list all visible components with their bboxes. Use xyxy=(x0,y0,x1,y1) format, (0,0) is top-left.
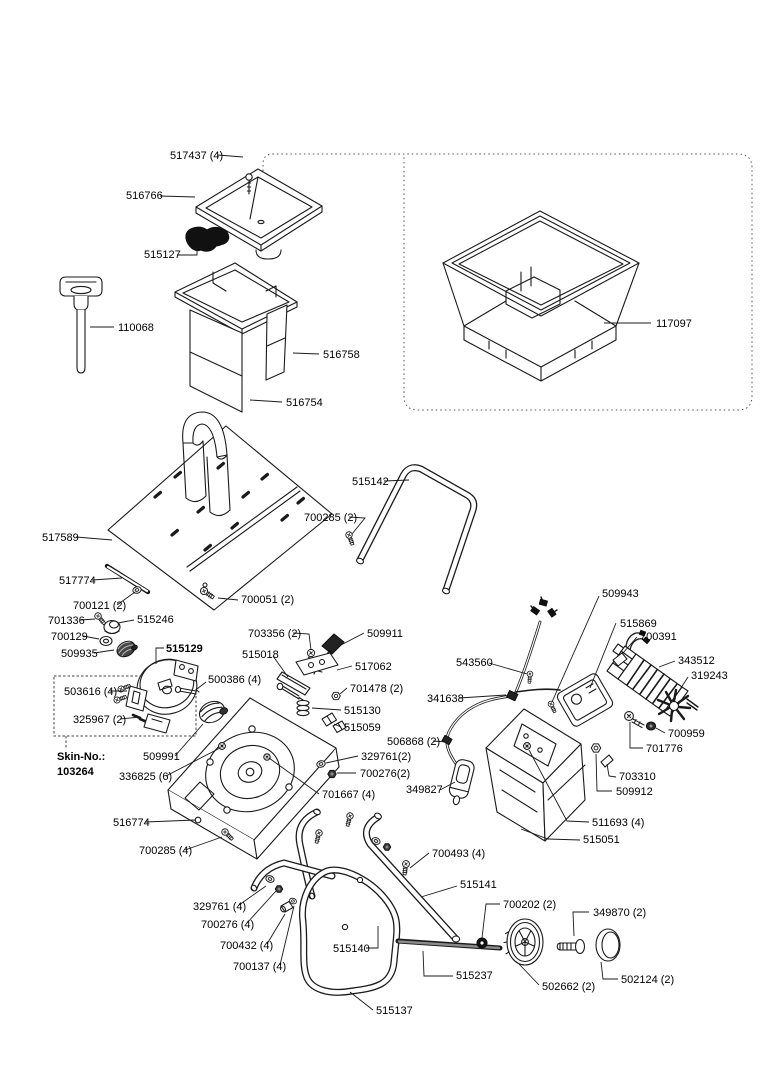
screw-icon xyxy=(401,860,410,875)
screw-icon xyxy=(313,829,323,844)
part-rubber-flap-515127-drawing xyxy=(186,227,229,251)
part-label-319243: 319243 xyxy=(691,670,728,682)
part-armature-343512-drawing xyxy=(607,630,698,721)
part-label-110068: 110068 xyxy=(118,322,154,334)
part-plug-349827-drawing xyxy=(446,758,475,807)
washer-icon xyxy=(265,875,275,884)
part-label-509935: 509935 xyxy=(61,648,98,660)
screw-icon xyxy=(345,531,356,546)
part-label-701667: 701667 (4) xyxy=(322,789,376,801)
part-label-509943: 509943 xyxy=(602,588,639,600)
part-wheel-502662-drawing xyxy=(477,919,620,965)
part-label-517437: 517437 (4) xyxy=(170,150,224,162)
part-housing-drawing xyxy=(168,698,339,859)
part-label-515018: 515018 xyxy=(242,649,279,661)
part-label-703356: 703356 (2) xyxy=(248,628,302,640)
part-label-700432: 700432 (4) xyxy=(220,940,274,952)
part-label-515129: 515129 xyxy=(166,643,203,655)
part-label-700391: 700391 xyxy=(640,631,677,643)
part-label-515137: 515137 xyxy=(376,1005,413,1017)
part-label-515142: 515142 xyxy=(352,476,389,488)
part-label-349870: 349870 (2) xyxy=(593,907,647,919)
skin-no-value: 103264 xyxy=(57,766,94,778)
part-pusher-110068-drawing xyxy=(60,277,102,373)
part-label-703310: 703310 xyxy=(619,771,656,783)
part-label-700276-2: 700276(2) xyxy=(360,768,411,780)
skin-no-label: Skin-No.: xyxy=(57,751,106,763)
part-label-341638: 341638 xyxy=(427,693,464,705)
part-label-700959: 700959 xyxy=(668,728,705,740)
part-nut-700276-drawing xyxy=(328,770,336,777)
part-coupler-515059-drawing xyxy=(322,713,346,733)
part-label-700285-2: 700285 (2) xyxy=(304,512,358,524)
part-frame-tubes-drawing xyxy=(250,809,500,993)
part-label-700137: 700137 (4) xyxy=(233,961,287,973)
part-label-515059: 515059 xyxy=(344,722,381,734)
part-label-700121: 700121 (2) xyxy=(73,600,127,612)
part-label-117097: 117097 xyxy=(656,318,692,330)
part-label-343512: 343512 xyxy=(678,655,715,667)
part-label-506868: 506868 (2) xyxy=(387,736,441,748)
part-label-509911: 509911 xyxy=(367,628,403,640)
part-label-516758: 516758 xyxy=(323,349,360,361)
screw-icon xyxy=(547,700,557,713)
part-label-700051: 700051 (2) xyxy=(241,594,295,606)
part-hubcap-502124-drawing xyxy=(596,929,620,961)
part-label-329761-4: 329761 (4) xyxy=(193,901,247,913)
part-chute-516754-516758-drawing xyxy=(175,263,297,412)
part-chassis-plate-517589-drawing xyxy=(108,412,332,610)
part-label-516754: 516754 xyxy=(286,397,323,409)
part-label-515869: 515869 xyxy=(620,618,657,630)
part-label-700276-4: 700276 (4) xyxy=(201,919,255,931)
part-label-515140: 515140 xyxy=(333,943,370,955)
part-label-700285-4: 700285 (4) xyxy=(139,845,193,857)
part-label-700493: 700493 (4) xyxy=(432,848,486,860)
part-knob-509991-drawing xyxy=(196,697,230,727)
part-cutting-disc-515129-drawing xyxy=(113,653,203,733)
part-label-503616: 503616 (4) xyxy=(64,686,118,698)
part-label-543560: 543560 xyxy=(456,657,493,669)
nut-icon xyxy=(591,744,600,752)
nut-icon xyxy=(332,692,341,699)
part-label-700202: 700202 (2) xyxy=(503,899,557,911)
part-label-515246: 515246 xyxy=(137,614,174,626)
nut-icon xyxy=(275,886,283,892)
part-label-511693: 511693 (4) xyxy=(592,817,645,829)
part-label-502124: 502124 (2) xyxy=(621,974,675,986)
part-label-349827: 349827 xyxy=(406,784,443,796)
part-label-701478: 701478 (2) xyxy=(350,683,404,695)
part-label-517774: 517774 xyxy=(59,575,96,587)
part-label-515141: 515141 xyxy=(460,879,497,891)
part-label-509991: 509991 xyxy=(143,751,180,763)
part-label-515130: 515130 xyxy=(344,705,381,717)
screw-icon xyxy=(344,812,354,827)
part-switch-515869-drawing xyxy=(547,672,614,728)
part-label-515237: 515237 xyxy=(456,970,493,982)
part-label-700129: 700129 xyxy=(51,631,88,643)
part-label-329761-2: 329761(2) xyxy=(361,751,412,763)
part-labels xyxy=(42,150,728,1017)
part-label-701776: 701776 xyxy=(646,743,683,755)
part-label-516774: 516774 xyxy=(113,817,150,829)
part-label-500386: 500386 (4) xyxy=(208,674,262,686)
nut-icon xyxy=(383,844,391,850)
part-label-516766: 516766 xyxy=(126,190,163,202)
part-label-336825: 336825 (6) xyxy=(119,771,173,783)
part-spring-515130-drawing xyxy=(297,700,309,715)
part-label-517062: 517062 xyxy=(355,661,392,673)
part-label-515051: 515051 xyxy=(583,834,620,846)
part-label-502662: 502662 (2) xyxy=(542,981,596,993)
part-hopper-117097-drawing xyxy=(443,211,639,381)
fastener-cluster-700121-515246-drawing xyxy=(93,586,141,660)
part-label-325967: 325967 (2) xyxy=(73,714,127,726)
part-label-515127: 515127 xyxy=(144,249,181,261)
part-label-517589: 517589 xyxy=(42,532,79,544)
part-axle-bolt-349870-drawing xyxy=(557,940,584,954)
part-label-509912: 509912 xyxy=(616,786,653,798)
part-label-701336: 701336 xyxy=(48,615,85,627)
part-knife-set-515018-drawing xyxy=(277,634,346,733)
screw-icon xyxy=(526,671,533,683)
